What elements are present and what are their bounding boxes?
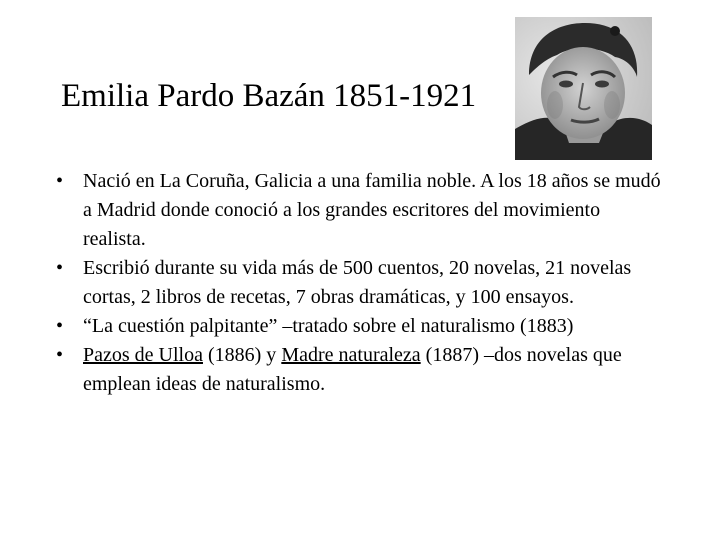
bullet-item-treatise — [56, 312, 666, 341]
bullet-item-birth — [56, 167, 666, 254]
slide-title: Emilia Pardo Bazán 1851-1921 — [61, 78, 477, 114]
bullet-symbol: • — [56, 170, 64, 192]
bullet-symbol: • — [56, 344, 64, 366]
bullet-text-part: (1887) –dos novelas que emplean ideas de naturalismo. — [83, 344, 622, 395]
bullet-item-works — [56, 254, 666, 312]
bullet-text: Escribió durante su vida más de 500 cuentos, 20 novelas, 21 novelas cortas, 2 libros de recetas, 7 obras dramáticas, y 100 ensayos. — [83, 257, 632, 308]
bullet-text-part: (1886) y — [202, 344, 282, 366]
portrait-photo — [515, 17, 652, 160]
bullet-text: “La cuestión palpitante” –tratado sobre el naturalismo (1883) — [83, 315, 574, 337]
work-title-madre-naturaleza: Madre naturaleza — [281, 344, 421, 366]
bullet-text: Nació en La Coruña, Galicia a una familia noble. A los 18 años se mudó a Madrid donde conoció a los grandes escritores del movimiento realista. — [83, 170, 661, 250]
bullet-item-novels — [56, 341, 666, 399]
bullet-symbol: • — [56, 315, 64, 337]
work-title-pazos-de-ulloa: Pazos de Ulloa — [83, 344, 203, 366]
bullet-list — [56, 167, 666, 399]
bullet-symbol: • — [56, 257, 64, 279]
